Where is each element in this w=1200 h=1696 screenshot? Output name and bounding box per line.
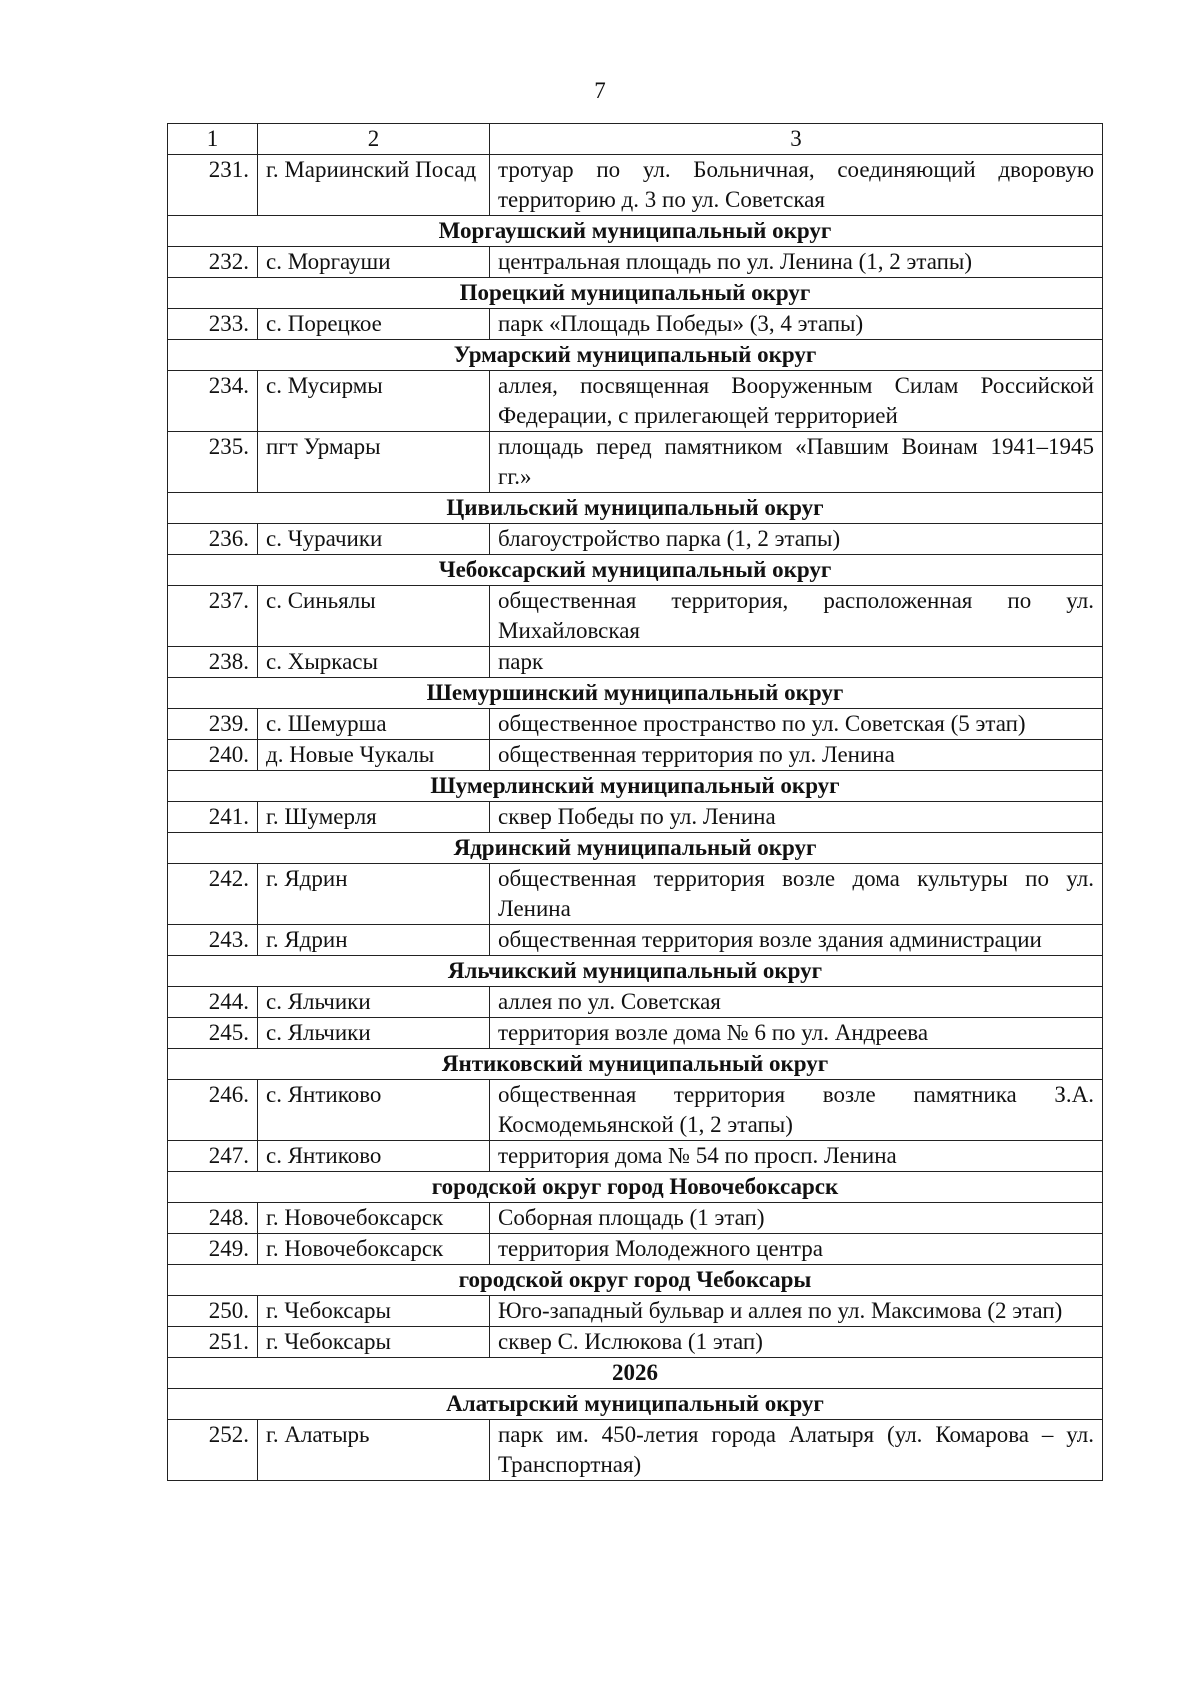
row-description: тротуар по ул. Больничная, соединяющий дворовую территорию д. 3 по ул. Советская bbox=[490, 155, 1103, 216]
table-row bbox=[168, 1141, 1103, 1172]
row-number: 238. bbox=[168, 647, 258, 678]
row-description: общественная территория, расположенная по ул. Михайловская bbox=[490, 586, 1103, 647]
section-title: Алатырский муниципальный округ bbox=[168, 1389, 1103, 1420]
row-description: общественная территория возле дома культуры по ул. Ленина bbox=[490, 864, 1103, 925]
row-number: 247. bbox=[168, 1141, 258, 1172]
section-title: Шумерлинский муниципальный округ bbox=[168, 771, 1103, 802]
row-description: территория Молодежного центра bbox=[490, 1234, 1103, 1265]
row-number: 232. bbox=[168, 247, 258, 278]
row-locality: с. Чурачики bbox=[258, 524, 490, 555]
header-col-2: 2 bbox=[258, 124, 490, 155]
row-locality: с. Мусирмы bbox=[258, 371, 490, 432]
table-row bbox=[168, 155, 1103, 216]
section-title: городской округ город Новочебоксарск bbox=[168, 1172, 1103, 1203]
row-description: аллея, посвященная Вооруженным Силам Российской Федерации, с прилегающей территорией bbox=[490, 371, 1103, 432]
table-row bbox=[168, 1234, 1103, 1265]
table-row bbox=[168, 1296, 1103, 1327]
table-row bbox=[168, 740, 1103, 771]
row-number: 244. bbox=[168, 987, 258, 1018]
section-title: Яльчикский муниципальный округ bbox=[168, 956, 1103, 987]
table-row bbox=[168, 586, 1103, 647]
row-number: 236. bbox=[168, 524, 258, 555]
table-row bbox=[168, 987, 1103, 1018]
row-number: 241. bbox=[168, 802, 258, 833]
row-description: центральная площадь по ул. Ленина (1, 2 этапы) bbox=[490, 247, 1103, 278]
row-locality: пгт Урмары bbox=[258, 432, 490, 493]
section-header-row bbox=[168, 771, 1103, 802]
section-title: Ядринский муниципальный округ bbox=[168, 833, 1103, 864]
row-number: 231. bbox=[168, 155, 258, 216]
row-description: Юго-западный бульвар и аллея по ул. Максимова (2 этап) bbox=[490, 1296, 1103, 1327]
table-row bbox=[168, 925, 1103, 956]
page-number: 7 bbox=[594, 78, 606, 103]
territories-table bbox=[167, 123, 1103, 1481]
row-number: 251. bbox=[168, 1327, 258, 1358]
row-number: 239. bbox=[168, 709, 258, 740]
row-number: 249. bbox=[168, 1234, 258, 1265]
row-description: парк bbox=[490, 647, 1103, 678]
row-locality: г. Новочебоксарск bbox=[258, 1203, 490, 1234]
section-header-row bbox=[168, 1389, 1103, 1420]
section-header-row bbox=[168, 1172, 1103, 1203]
row-description: аллея по ул. Советская bbox=[490, 987, 1103, 1018]
row-locality: г. Алатырь bbox=[258, 1420, 490, 1481]
row-description: благоустройство парка (1, 2 этапы) bbox=[490, 524, 1103, 555]
row-locality: с. Шемурша bbox=[258, 709, 490, 740]
row-number: 234. bbox=[168, 371, 258, 432]
row-locality: с. Янтиково bbox=[258, 1080, 490, 1141]
table-row bbox=[168, 524, 1103, 555]
table-row bbox=[168, 864, 1103, 925]
row-number: 237. bbox=[168, 586, 258, 647]
row-number: 242. bbox=[168, 864, 258, 925]
row-locality: с. Яльчики bbox=[258, 1018, 490, 1049]
table-row bbox=[168, 709, 1103, 740]
section-title: Урмарский муниципальный округ bbox=[168, 340, 1103, 371]
section-header-row bbox=[168, 278, 1103, 309]
section-title: Порецкий муниципальный округ bbox=[168, 278, 1103, 309]
row-number: 240. bbox=[168, 740, 258, 771]
table-row bbox=[168, 1018, 1103, 1049]
row-description: парк «Площадь Победы» (3, 4 этапы) bbox=[490, 309, 1103, 340]
section-title: городской округ город Чебоксары bbox=[168, 1265, 1103, 1296]
row-locality: г. Чебоксары bbox=[258, 1327, 490, 1358]
table-row bbox=[168, 1327, 1103, 1358]
section-title: Шемуршинский муниципальный округ bbox=[168, 678, 1103, 709]
section-header-row bbox=[168, 555, 1103, 586]
section-header-row bbox=[168, 678, 1103, 709]
row-locality: г. Новочебоксарск bbox=[258, 1234, 490, 1265]
row-locality: г. Чебоксары bbox=[258, 1296, 490, 1327]
row-description: общественное пространство по ул. Советская (5 этап) bbox=[490, 709, 1103, 740]
row-locality: г. Шумерля bbox=[258, 802, 490, 833]
section-header-row bbox=[168, 956, 1103, 987]
table-row bbox=[168, 247, 1103, 278]
section-header-row bbox=[168, 216, 1103, 247]
section-title: Янтиковский муниципальный округ bbox=[168, 1049, 1103, 1080]
row-description: площадь перед памятником «Павшим Воинам 1941–1945 гг.» bbox=[490, 432, 1103, 493]
row-locality: с. Порецкое bbox=[258, 309, 490, 340]
section-title: Цивильский муниципальный округ bbox=[168, 493, 1103, 524]
section-title: 2026 bbox=[168, 1358, 1103, 1389]
row-number: 233. bbox=[168, 309, 258, 340]
row-locality: с. Хыркасы bbox=[258, 647, 490, 678]
section-title: Моргаушский муниципальный округ bbox=[168, 216, 1103, 247]
row-number: 248. bbox=[168, 1203, 258, 1234]
row-locality: г. Мариинский Посад bbox=[258, 155, 490, 216]
row-description: общественная территория по ул. Ленина bbox=[490, 740, 1103, 771]
row-number: 245. bbox=[168, 1018, 258, 1049]
section-header-row bbox=[168, 340, 1103, 371]
table-row bbox=[168, 647, 1103, 678]
row-number: 252. bbox=[168, 1420, 258, 1481]
row-locality: д. Новые Чукалы bbox=[258, 740, 490, 771]
table-row bbox=[168, 432, 1103, 493]
row-number: 250. bbox=[168, 1296, 258, 1327]
table-row bbox=[168, 1203, 1103, 1234]
table-header-row bbox=[168, 124, 1103, 155]
section-header-row bbox=[168, 1358, 1103, 1389]
table-row bbox=[168, 1420, 1103, 1481]
table-row bbox=[168, 1080, 1103, 1141]
section-header-row bbox=[168, 1265, 1103, 1296]
section-title: Чебоксарский муниципальный округ bbox=[168, 555, 1103, 586]
section-header-row bbox=[168, 1049, 1103, 1080]
row-locality: г. Ядрин bbox=[258, 864, 490, 925]
section-header-row bbox=[168, 833, 1103, 864]
row-description: территория дома № 54 по просп. Ленина bbox=[490, 1141, 1103, 1172]
row-locality: с. Моргауши bbox=[258, 247, 490, 278]
row-description: общественная территория возле памятника З.А. Космодемьянской (1, 2 этапы) bbox=[490, 1080, 1103, 1141]
row-description: Соборная площадь (1 этап) bbox=[490, 1203, 1103, 1234]
row-description: общественная территория возле здания администрации bbox=[490, 925, 1103, 956]
row-description: территория возле дома № 6 по ул. Андреева bbox=[490, 1018, 1103, 1049]
row-locality: г. Ядрин bbox=[258, 925, 490, 956]
row-locality: с. Яльчики bbox=[258, 987, 490, 1018]
row-description: сквер С. Ислюкова (1 этап) bbox=[490, 1327, 1103, 1358]
row-number: 246. bbox=[168, 1080, 258, 1141]
row-number: 235. bbox=[168, 432, 258, 493]
table-row bbox=[168, 371, 1103, 432]
header-col-1: 1 bbox=[168, 124, 258, 155]
table-row bbox=[168, 802, 1103, 833]
section-header-row bbox=[168, 493, 1103, 524]
row-number: 243. bbox=[168, 925, 258, 956]
row-locality: с. Янтиково bbox=[258, 1141, 490, 1172]
row-locality: с. Синьялы bbox=[258, 586, 490, 647]
header-col-3: 3 bbox=[490, 124, 1103, 155]
table-row bbox=[168, 309, 1103, 340]
row-description: парк им. 450-летия города Алатыря (ул. Комарова – ул. Транспортная) bbox=[490, 1420, 1103, 1481]
row-description: сквер Победы по ул. Ленина bbox=[490, 802, 1103, 833]
